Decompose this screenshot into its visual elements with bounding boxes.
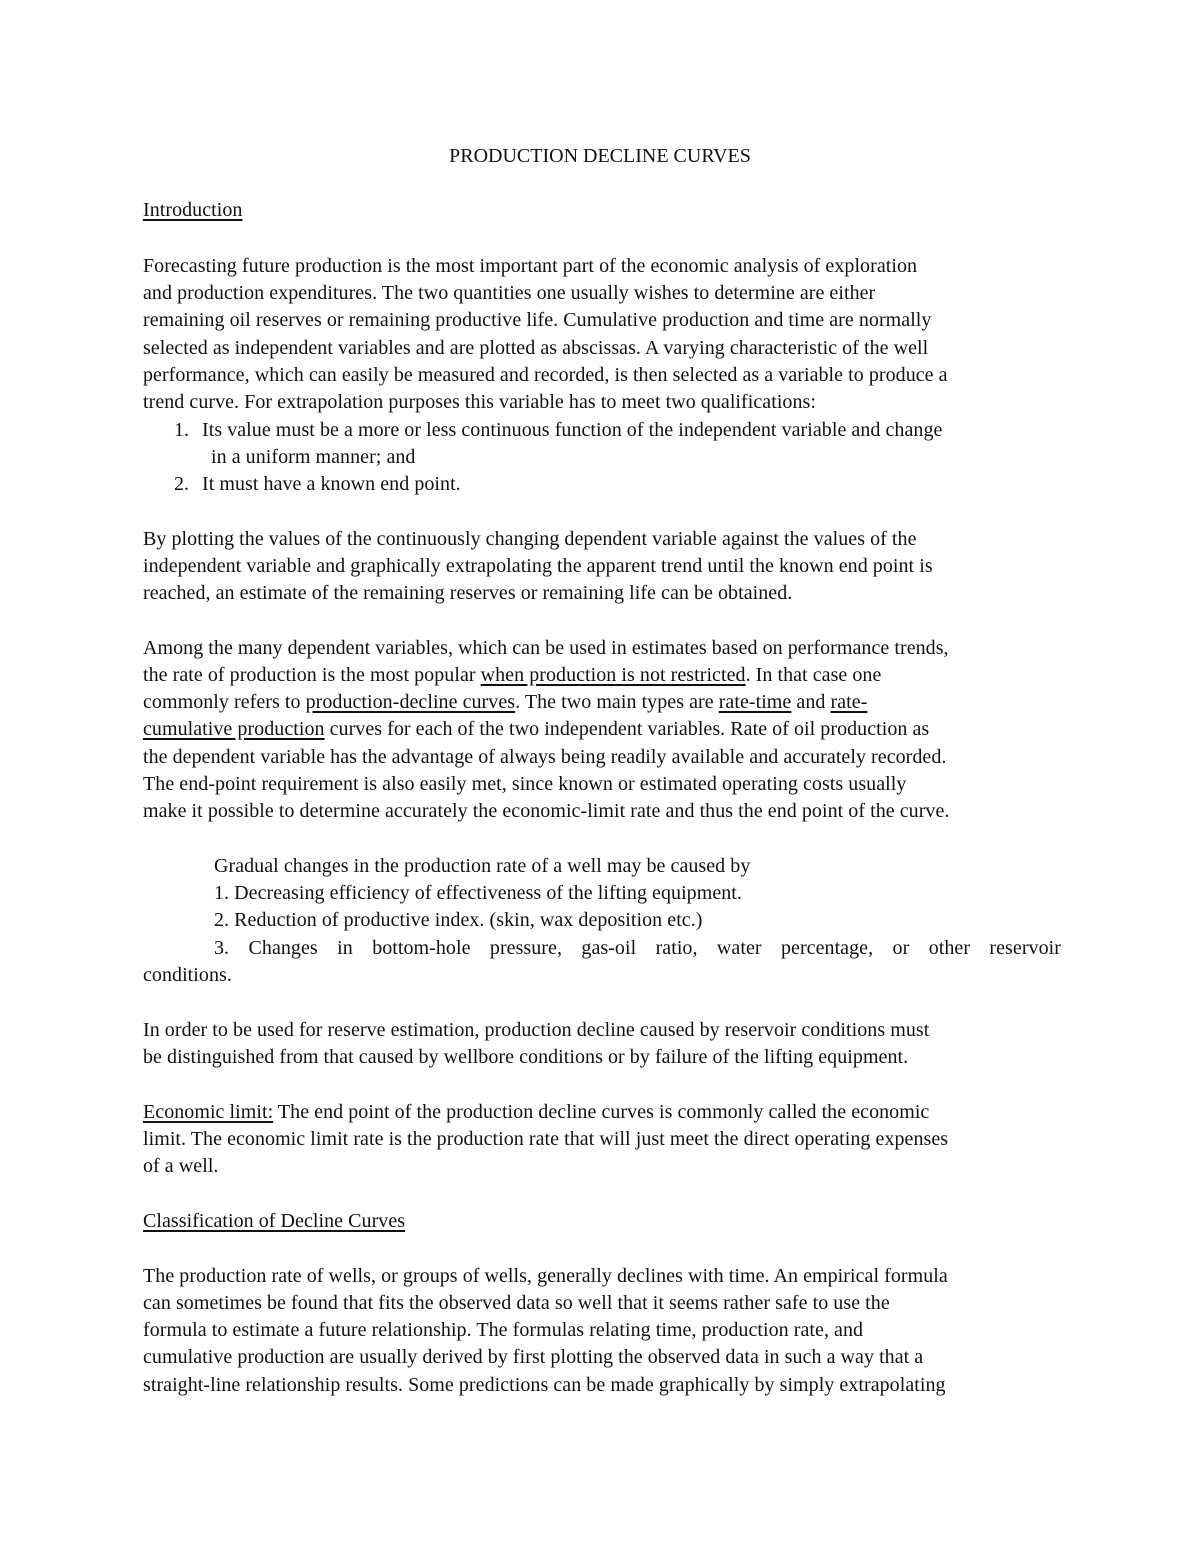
list-item-number: 2. [174,473,190,495]
classification-p1-line-4: cumulative production are usually derived by first plotting the observed data in such a way that a [143,1346,924,1368]
cause-item-1: 1. Decreasing efficiency of effectiveness of the lifting equipment. [214,882,742,904]
cause-item-3-word: gas-oil [581,937,637,959]
intro-p3-line-7: make it possible to determine accurately the economic-limit rate and thus the end point of the curve. [143,800,950,822]
intro-p1-line-1: Forecasting future production is the most important part of the economic analysis of exploration [143,255,918,277]
economic-limit-label: Economic limit: [143,1101,274,1123]
section-heading-classification: Classification of Decline Curves [143,1210,406,1232]
cause-item-3-word: other [928,937,971,959]
list-item [174,471,461,498]
causes-lead: Gradual changes in the production rate of a well may be caused by [214,855,751,877]
page-title: PRODUCTION DECLINE CURVES [449,145,751,167]
underlined-term: production-decline curves [305,691,516,713]
classification-p1-line-2: can sometimes be found that fits the observed data so well that it seems rather safe to use the [143,1292,890,1314]
intro-p1-line-6: trend curve. For extrapolation purposes this variable has to meet two qualifications: [143,391,816,413]
intro-p1-line-4: selected as independent variables and are plotted as abscissas. A varying characteristic of the well [143,337,929,359]
intro-p2-line-1: By plotting the values of the continuously changing dependent variable against the values of the [143,528,917,550]
intro-p1-line-5: performance, which can easily be measured and recorded, is then selected as a variable to produce a [143,364,948,386]
intro-p2-line-3: reached, an estimate of the remaining reserves or remaining life can be obtained. [143,582,793,604]
intro-p3-line-2: the rate of production is the most popular when production is not restricted. In that case one [143,664,882,686]
economic-limit-line-2: limit. The economic limit rate is the production rate that will just meet the direct operating expenses [143,1128,949,1150]
intro-p1-line-2: and production expenditures. The two quantities one usually wishes to determine are either [143,282,876,304]
economic-limit-line-3: of a well. [143,1155,219,1177]
intro-p3-line-5: the dependent variable has the advantage of always being readily available and accurately recorded. [143,746,947,768]
cause-item-3-word: or [892,937,910,959]
list-item-text: It must have a known end point. [202,473,461,495]
cause-item-3-word: pressure, [489,937,562,959]
intro-p4-line-2: be distinguished from that caused by wellbore conditions or by failure of the lifting equipment. [143,1046,909,1068]
section-heading-introduction: Introduction [143,199,243,221]
cause-item-3-continuation: conditions. [143,964,232,986]
intro-p4-line-1: In order to be used for reserve estimation, production decline caused by reservoir conditions must [143,1019,930,1041]
cause-item-3-word: bottom-hole [372,937,471,959]
underlined-term: when production is not restricted [480,664,746,686]
classification-p1-line-1: The production rate of wells, or groups of wells, generally declines with time. An empirical formula [143,1265,948,1287]
cause-item-3-word: in [337,937,353,959]
cause-item-3-word: water [716,937,762,959]
underlined-term: cumulative production [143,718,325,740]
list-item-text: Its value must be a more or less continuous function of the independent variable and change [202,419,943,441]
intro-p3-line-4: cumulative production curves for each of the two independent variables. Rate of oil production as [143,718,930,740]
classification-p1-line-5: straight-line relationship results. Some predictions can be made graphically by simply extrapolating [143,1374,946,1396]
intro-p2-line-2: independent variable and graphically extrapolating the apparent trend until the known end point is [143,555,933,577]
cause-item-3-word: 3. [214,937,230,959]
cause-item-3-word: percentage, [780,937,874,959]
cause-item-3-word: ratio, [655,937,698,959]
classification-p1-line-3: formula to estimate a future relationship. The formulas relating time, production rate, and [143,1319,864,1341]
underlined-term: rate- [830,691,868,713]
economic-limit-line-1: Economic limit: The end point of the production decline curves is commonly called the economic [143,1101,930,1123]
intro-p1-line-3: remaining oil reserves or remaining productive life. Cumulative production and time are normally [143,309,932,331]
cause-item-3-word: Changes [248,937,318,959]
intro-p3-line-6: The end-point requirement is also easily met, since known or estimated operating costs usually [143,773,907,795]
cause-item-3 [214,935,1061,962]
cause-item-2: 2. Reduction of productive index. (skin, wax deposition etc.) [214,909,703,931]
intro-p3-line-3: commonly refers to production-decline curves. The two main types are rate-time and rate- [143,691,868,713]
list-item-number: 1. [174,419,190,441]
intro-p3-line-1: Among the many dependent variables, which can be used in estimates based on performance trends, [143,637,949,659]
list-item [174,417,942,444]
underlined-term: rate-time [718,691,792,713]
cause-item-3-word: reservoir [989,937,1061,959]
list-item-continuation: in a uniform manner; and [211,446,416,468]
